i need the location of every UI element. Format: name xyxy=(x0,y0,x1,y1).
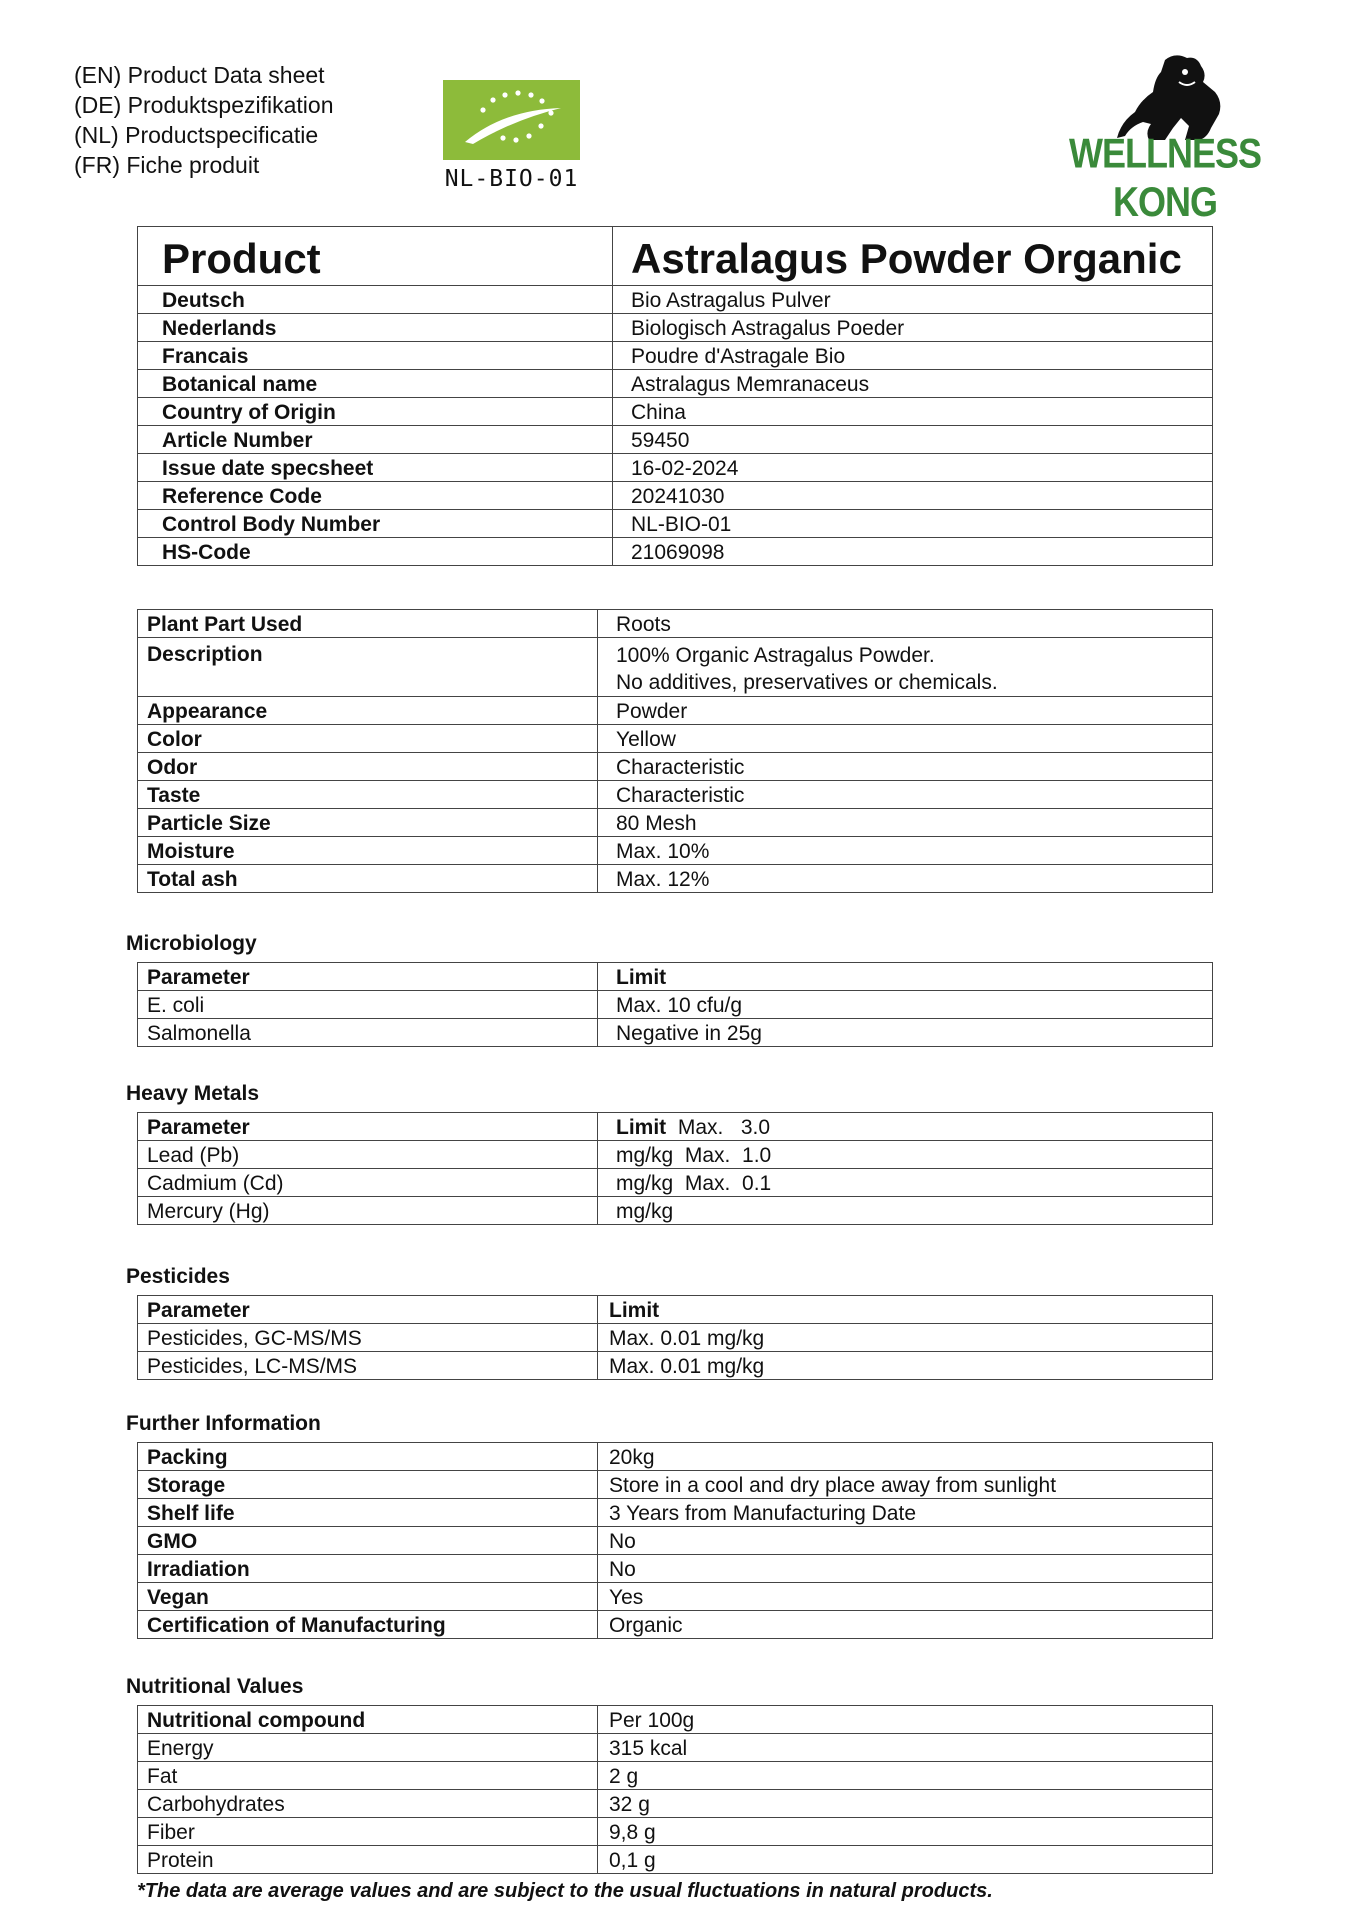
row-label: HS-Code xyxy=(138,538,613,566)
table-row xyxy=(138,510,1213,538)
row-label: Odor xyxy=(138,753,598,781)
row-value: 21069098 xyxy=(613,538,1213,566)
language-de: (DE) Produktspezifikation xyxy=(74,92,334,118)
nutritional-values-title: Nutritional Values xyxy=(126,1675,304,1698)
table-row xyxy=(138,991,1213,1019)
further-information-title: Further Information xyxy=(126,1412,321,1435)
table-row xyxy=(138,1762,1213,1790)
gorilla-icon xyxy=(1115,52,1230,142)
table-row xyxy=(138,1443,1213,1471)
table-row xyxy=(138,1141,1213,1169)
header-label: Parameter xyxy=(138,963,598,991)
row-value: 20241030 xyxy=(613,482,1213,510)
row-label: Fiber xyxy=(138,1818,598,1846)
table-row xyxy=(138,865,1213,893)
row-value: Store in a cool and dry place away from sunlight xyxy=(598,1471,1213,1499)
row-label: Article Number xyxy=(138,426,613,454)
row-label: Pesticides, GC-MS/MS xyxy=(138,1324,598,1352)
row-label: Shelf life xyxy=(138,1499,598,1527)
row-value: mg/kg Max. 0.1 xyxy=(598,1169,1213,1197)
row-value: Roots xyxy=(598,610,1213,638)
microbiology-table xyxy=(137,962,1213,1047)
row-label: Country of Origin xyxy=(138,398,613,426)
row-value: mg/kg Max. 1.0 xyxy=(598,1141,1213,1169)
row-value: Negative in 25g xyxy=(598,1019,1213,1047)
row-label: Description xyxy=(138,638,598,697)
row-value: 16-02-2024 xyxy=(613,454,1213,482)
table-header-row xyxy=(138,1296,1213,1324)
table-header-row xyxy=(138,963,1213,991)
table-header-row xyxy=(138,1706,1213,1734)
language-fr: (FR) Fiche produit xyxy=(74,152,260,178)
row-label: Appearance xyxy=(138,697,598,725)
table-row xyxy=(138,1734,1213,1762)
row-label: Certification of Manufacturing xyxy=(138,1611,598,1639)
row-value: Organic xyxy=(598,1611,1213,1639)
heavy-metals-table xyxy=(137,1112,1213,1225)
table-row xyxy=(138,809,1213,837)
table-row xyxy=(138,781,1213,809)
description-line-1: 100% Organic Astragalus Powder. xyxy=(616,644,935,667)
row-value: Max. 12% xyxy=(598,865,1213,893)
table-row xyxy=(138,314,1213,342)
row-label: Lead (Pb) xyxy=(138,1141,598,1169)
product-title-label: Product xyxy=(138,227,613,286)
row-value: 80 Mesh xyxy=(598,809,1213,837)
row-label: GMO xyxy=(138,1527,598,1555)
row-label: Moisture xyxy=(138,837,598,865)
language-list xyxy=(74,60,334,180)
row-label: Storage xyxy=(138,1471,598,1499)
row-value: Max. 10% xyxy=(598,837,1213,865)
row-label: Salmonella xyxy=(138,1019,598,1047)
eu-organic-logo xyxy=(443,80,580,192)
row-value: No xyxy=(598,1527,1213,1555)
header-limit-extra: Max. 3.0 xyxy=(677,1116,771,1139)
table-row xyxy=(138,1019,1213,1047)
product-title-value: Astralagus Powder Organic xyxy=(613,227,1213,286)
eu-logo-code: NL-BIO-01 xyxy=(444,166,579,192)
row-value: Yes xyxy=(598,1583,1213,1611)
row-label: Issue date specsheet xyxy=(138,454,613,482)
row-label: Particle Size xyxy=(138,809,598,837)
pesticides-title: Pesticides xyxy=(126,1265,230,1288)
row-label: Nederlands xyxy=(138,314,613,342)
properties-table xyxy=(137,609,1213,893)
table-row xyxy=(138,1197,1213,1225)
row-label: Deutsch xyxy=(138,286,613,314)
row-value: 32 g xyxy=(598,1790,1213,1818)
row-value: Max. 0.01 mg/kg xyxy=(598,1324,1213,1352)
table-row xyxy=(138,370,1213,398)
header-label: Parameter xyxy=(138,1296,598,1324)
description-line-2: No additives, preservatives or chemicals. xyxy=(616,671,998,694)
table-row xyxy=(138,753,1213,781)
table-row xyxy=(138,398,1213,426)
row-value: Astralagus Memranaceus xyxy=(613,370,1213,398)
header-value: Per 100g xyxy=(598,1706,1213,1734)
row-value: mg/kg xyxy=(598,1197,1213,1225)
row-value: 2 g xyxy=(598,1762,1213,1790)
row-value: 315 kcal xyxy=(598,1734,1213,1762)
row-value xyxy=(598,638,1213,697)
table-row xyxy=(138,1818,1213,1846)
table-row xyxy=(138,482,1213,510)
row-label: Botanical name xyxy=(138,370,613,398)
table-row xyxy=(138,1583,1213,1611)
header-value: Limit xyxy=(598,963,1213,991)
table-row xyxy=(138,1352,1213,1380)
table-header-row xyxy=(138,1113,1213,1141)
table-row xyxy=(138,837,1213,865)
row-value: Yellow xyxy=(598,725,1213,753)
table-row xyxy=(138,725,1213,753)
row-value: 3 Years from Manufacturing Date xyxy=(598,1499,1213,1527)
header-value xyxy=(598,1113,1213,1141)
row-label: Control Body Number xyxy=(138,510,613,538)
row-value: Characteristic xyxy=(598,753,1213,781)
table-row xyxy=(138,1846,1213,1874)
table-row xyxy=(138,1471,1213,1499)
row-value: NL-BIO-01 xyxy=(613,510,1213,538)
row-label: Cadmium (Cd) xyxy=(138,1169,598,1197)
row-label: Fat xyxy=(138,1762,598,1790)
table-row xyxy=(138,454,1213,482)
row-label: Mercury (Hg) xyxy=(138,1197,598,1225)
product-table xyxy=(137,226,1213,566)
row-value: Poudre d'Astragale Bio xyxy=(613,342,1213,370)
row-value: 20kg xyxy=(598,1443,1213,1471)
microbiology-title: Microbiology xyxy=(126,932,257,955)
row-label: Vegan xyxy=(138,1583,598,1611)
further-information-table xyxy=(137,1442,1213,1639)
brand-name: WELLNESS KONG xyxy=(1068,129,1261,226)
table-row xyxy=(138,538,1213,566)
heavy-metals-title: Heavy Metals xyxy=(126,1082,260,1105)
row-value: 9,8 g xyxy=(598,1818,1213,1846)
table-row xyxy=(138,426,1213,454)
table-row xyxy=(138,1169,1213,1197)
row-label: Irradiation xyxy=(138,1555,598,1583)
row-value: China xyxy=(613,398,1213,426)
row-label: Total ash xyxy=(138,865,598,893)
row-value: Max. 10 cfu/g xyxy=(598,991,1213,1019)
row-label: Protein xyxy=(138,1846,598,1874)
language-nl: (NL) Productspecificatie xyxy=(74,122,319,148)
table-row xyxy=(138,342,1213,370)
pesticides-table xyxy=(137,1295,1213,1380)
header-label: Nutritional compound xyxy=(138,1706,598,1734)
eu-organic-leaf-icon xyxy=(443,80,580,160)
table-row xyxy=(138,286,1213,314)
brand-logo xyxy=(1040,52,1290,226)
row-label: E. coli xyxy=(138,991,598,1019)
language-en: (EN) Product Data sheet xyxy=(74,62,325,88)
header-limit: Limit xyxy=(616,1116,667,1139)
row-label: Reference Code xyxy=(138,482,613,510)
table-row xyxy=(138,1611,1213,1639)
row-value: 0,1 g xyxy=(598,1846,1213,1874)
row-label: Packing xyxy=(138,1443,598,1471)
row-value: 59450 xyxy=(613,426,1213,454)
table-row xyxy=(138,1324,1213,1352)
row-value: Bio Astragalus Pulver xyxy=(613,286,1213,314)
row-value: Max. 0.01 mg/kg xyxy=(598,1352,1213,1380)
table-row xyxy=(138,638,1213,697)
row-label: Color xyxy=(138,725,598,753)
row-label: Taste xyxy=(138,781,598,809)
footnote: *The data are average values and are subject to the usual fluctuations in natural products. xyxy=(137,1880,993,1902)
row-value: Characteristic xyxy=(598,781,1213,809)
row-label: Francais xyxy=(138,342,613,370)
table-row xyxy=(138,1555,1213,1583)
header-value: Limit xyxy=(598,1296,1213,1324)
product-title-row xyxy=(138,227,1213,286)
row-value: No xyxy=(598,1555,1213,1583)
table-row xyxy=(138,1527,1213,1555)
row-label: Carbohydrates xyxy=(138,1790,598,1818)
row-value: Biologisch Astragalus Poeder xyxy=(613,314,1213,342)
header-label: Parameter xyxy=(138,1113,598,1141)
table-row xyxy=(138,1790,1213,1818)
row-label: Pesticides, LC-MS/MS xyxy=(138,1352,598,1380)
nutritional-values-table xyxy=(137,1705,1213,1874)
table-row xyxy=(138,610,1213,638)
row-value: Powder xyxy=(598,697,1213,725)
row-label: Energy xyxy=(138,1734,598,1762)
table-row xyxy=(138,1499,1213,1527)
row-label: Plant Part Used xyxy=(138,610,598,638)
table-row xyxy=(138,697,1213,725)
